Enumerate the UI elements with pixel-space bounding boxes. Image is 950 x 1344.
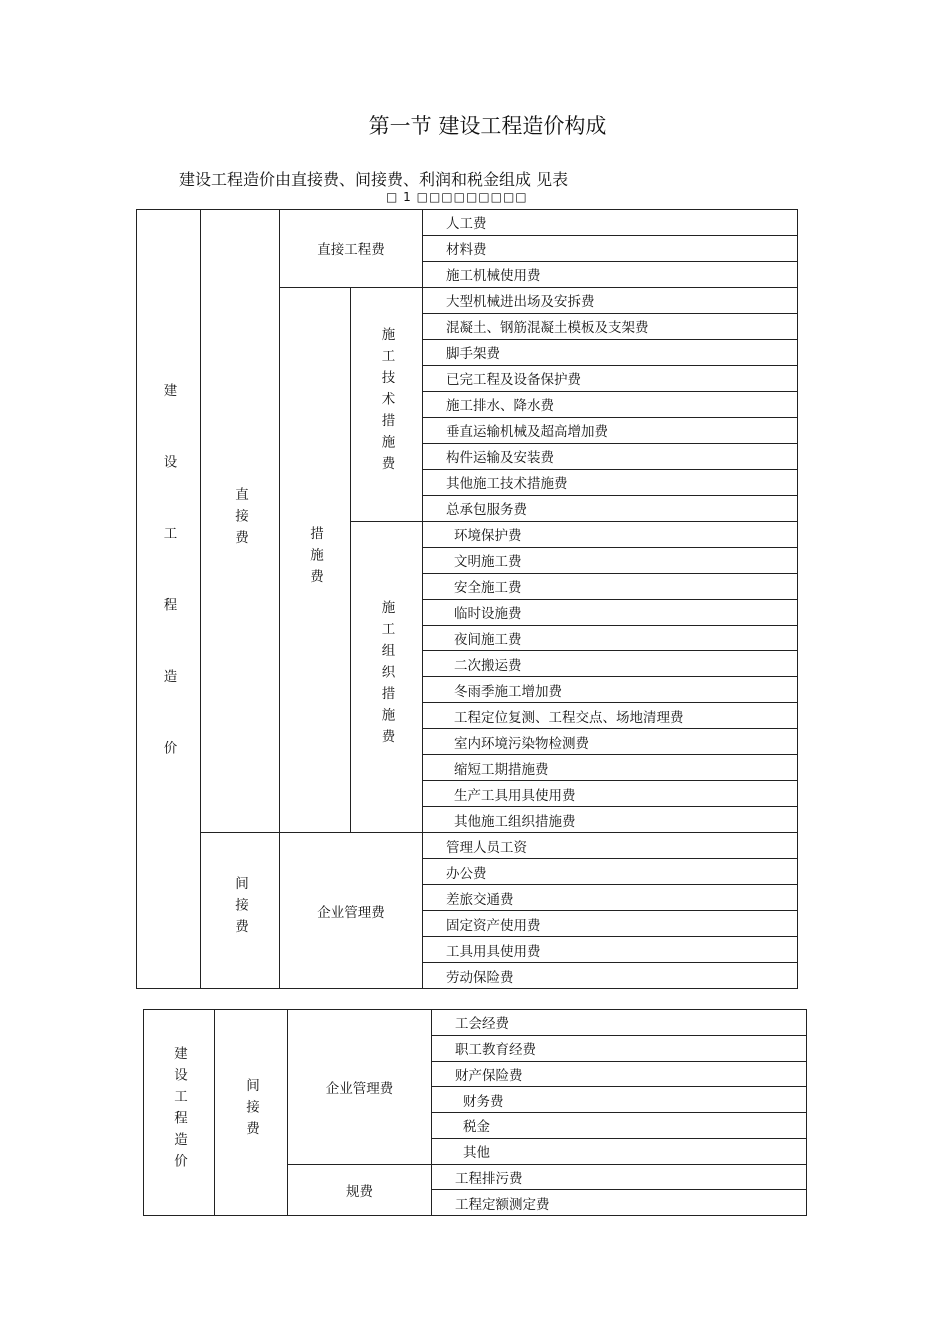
- cost-item: 构件运输及安装费: [423, 443, 798, 469]
- cost-item: 财务费: [432, 1087, 807, 1113]
- cost-item: 室内环境污染物检测费: [423, 729, 798, 755]
- cost-item: 工会经费: [432, 1010, 807, 1036]
- category-root-label: 建设工程造价: [160, 382, 177, 812]
- category-mgmt: 企业管理费: [280, 833, 423, 989]
- cost-structure-table-1: [136, 209, 798, 989]
- cost-item: 夜间施工费: [423, 625, 798, 651]
- category-root: [137, 210, 201, 989]
- category-indirect-label: 间接费: [243, 1078, 259, 1143]
- cost-item: 工程定位复测、工程交点、场地清理费: [423, 703, 798, 729]
- category-org-measures: [351, 521, 423, 833]
- category-tech-measures-label: 施工技术措施费: [378, 327, 395, 478]
- cost-item: 职工教育经费: [432, 1035, 807, 1061]
- cost-item: 差旅交通费: [423, 885, 798, 911]
- cost-item: 工具用具使用费: [423, 937, 798, 963]
- cost-item: 劳动保险费: [423, 963, 798, 989]
- cost-item: 固定资产使用费: [423, 911, 798, 937]
- cost-item: 大型机械进出场及安拆费: [423, 287, 798, 313]
- cost-item: 安全施工费: [423, 573, 798, 599]
- table-row: [137, 210, 798, 236]
- cost-item: 工程排污费: [432, 1164, 807, 1190]
- cost-item: 其他: [432, 1138, 807, 1164]
- cost-item: 混凝土、钢筋混凝土模板及支架费: [423, 313, 798, 339]
- category-indirect-label: 间接费: [232, 876, 248, 941]
- table-row: [144, 1010, 807, 1036]
- cost-item: 脚手架费: [423, 339, 798, 365]
- cost-item: 文明施工费: [423, 547, 798, 573]
- section-title: 第一节 建设工程造价构成: [368, 114, 607, 138]
- category-root-label: 建设工程造价: [171, 1046, 187, 1175]
- cost-item: 工程定额测定费: [432, 1190, 807, 1216]
- category-root: [144, 1010, 215, 1216]
- category-direct-label: 直接费: [232, 486, 248, 552]
- cost-structure-table-2: [143, 1009, 807, 1216]
- category-direct-engineering: 直接工程费: [280, 210, 423, 288]
- category-indirect: [215, 1010, 288, 1216]
- cost-item: 财产保险费: [432, 1061, 807, 1087]
- table-row: [137, 833, 798, 859]
- intro-text: 建设工程造价由直接费、间接费、利润和税金组成 见表: [179, 170, 569, 189]
- cost-item: 人工费: [423, 210, 798, 236]
- cost-item: 环境保护费: [423, 521, 798, 547]
- category-direct: [201, 210, 280, 833]
- cost-item: 临时设施费: [423, 599, 798, 625]
- cost-item: 办公费: [423, 859, 798, 885]
- cost-item: 材料费: [423, 235, 798, 261]
- cost-item: 税金: [432, 1113, 807, 1139]
- cost-item: 冬雨季施工增加费: [423, 677, 798, 703]
- category-tech-measures: [351, 287, 423, 521]
- cost-item: 管理人员工资: [423, 833, 798, 859]
- category-measures: [280, 287, 351, 832]
- category-org-measures-label: 施工组织措施费: [378, 599, 395, 751]
- cost-item: 其他施工组织措施费: [423, 807, 798, 833]
- cost-item: 施工排水、降水费: [423, 391, 798, 417]
- cost-item: 已完工程及设备保护费: [423, 365, 798, 391]
- cost-item: 垂直运输机械及超高增加费: [423, 417, 798, 443]
- category-mgmt: 企业管理费: [288, 1010, 432, 1165]
- cost-item: 二次搬运费: [423, 651, 798, 677]
- cost-item: 生产工具用具使用费: [423, 781, 798, 807]
- cost-item: 总承包服务费: [423, 495, 798, 521]
- cost-item: 其他施工技术措施费: [423, 469, 798, 495]
- category-measures-label: 措施费: [307, 525, 323, 591]
- category-indirect: [201, 833, 280, 989]
- cost-item: 缩短工期措施费: [423, 755, 798, 781]
- category-fees: 规费: [288, 1164, 432, 1216]
- cost-item: 施工机械使用费: [423, 261, 798, 287]
- table-caption: □ 1 □□□□□□□□□: [386, 190, 528, 204]
